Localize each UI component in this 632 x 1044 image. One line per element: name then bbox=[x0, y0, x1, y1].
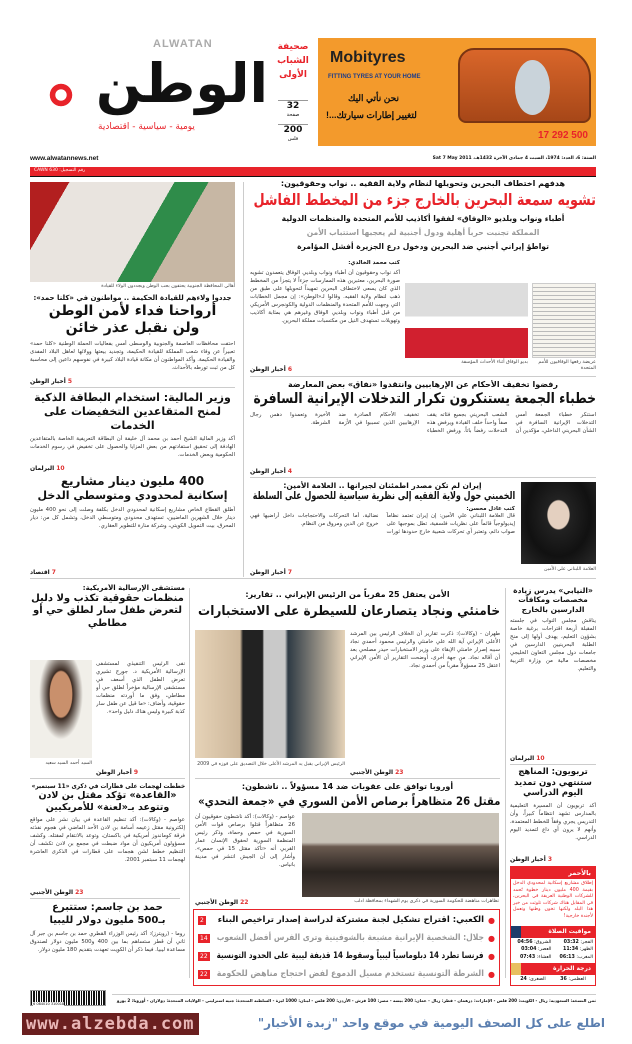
housing-ref[interactable] bbox=[30, 569, 235, 576]
khamenei-ref[interactable] bbox=[350, 769, 500, 776]
khamenei-caption: الرئيس الإيراني يقبل يد المرشد الأعلى خلال التصديق على فوزه في 2009 bbox=[197, 762, 345, 767]
bullet-icon: ● bbox=[488, 952, 495, 961]
brief-page: 14 bbox=[200, 935, 208, 942]
price-label: فلس bbox=[287, 136, 299, 142]
photo-syria-protest bbox=[302, 813, 499, 897]
ref-page: 23 bbox=[395, 769, 404, 776]
ref-label: اقتصاد bbox=[30, 569, 50, 576]
bullet-icon: ● bbox=[488, 916, 495, 925]
alzebda-url[interactable]: www.alzebda.com bbox=[22, 1013, 199, 1035]
prayer-sunrise: الشروق: 04:56 bbox=[517, 939, 552, 945]
lead-caption-2: عريضة رفعها الوفاقيون للأمم المتحدة bbox=[538, 360, 596, 371]
slogan: صحيفة الشباب الأولى bbox=[277, 42, 309, 80]
registration: رقم التسجيل: CAWN 630 bbox=[34, 168, 86, 173]
ref-label: الوطن الأجنبي bbox=[30, 889, 74, 896]
hospital-headline[interactable]: منظمات حقوقية تكذب ولا دليل لتعرض طفل سار لطلق حي أو مطاطي bbox=[31, 592, 184, 629]
syria-ref[interactable] bbox=[195, 899, 295, 906]
ref-label: أخبار الوطن bbox=[250, 468, 286, 475]
brief-page: 22 bbox=[200, 953, 208, 960]
loyalty-story bbox=[30, 294, 235, 385]
mobityres-ad[interactable] bbox=[318, 38, 596, 146]
khomeini-body: قال العلامة اللبناني علي الأمين: إن إيران تعتمد نظاماً إيديولوجياً قائماً على نظريات فلسفية، تطل بموجبها على صواب دائم، وتعتبر أي تحركات شعبية خارج حدودها ثورات نضالية، أما التحركات والاحتجاجات داخل أراضيها فهي خروج عن الدين ومروق من النظام. bbox=[250, 513, 515, 536]
friday-ref[interactable] bbox=[250, 468, 596, 475]
hospital-caption: السيد أحمد السيد سعيد bbox=[45, 761, 92, 766]
photo-al-amin bbox=[521, 482, 596, 564]
ad-tyre-graphic bbox=[515, 60, 550, 115]
logo-latin: ALWATAN bbox=[153, 38, 213, 50]
ref-page: 10 bbox=[56, 465, 65, 472]
ad-line1: نحن نأتي اليك bbox=[348, 93, 399, 103]
prayer-dhuhr: الظهر: 11:34 bbox=[562, 947, 593, 952]
loyalty-body: احتفت محافظات العاصمة والجنوبية والوسطى أمس بفعاليات الحملة الوطنية «كلنا حمد» تعبيراً عن وفاء شعب المملكة للقيادة الحكيمة، وتجديد بيعتها وولائها لعاهل البلاد المفدى والقيادة الحكيمة. وأكد المواطنون أن مكانة قيادة البلاد كبيرة في نفوسهم داعين إلى محاسبة كل من ثبت تورطه بالأحداث. bbox=[30, 340, 235, 371]
parliament-body: يناقش مجلس النواب في جلسته المقبلة أربعة اقتراحات برغبة خاصة بشؤون التعليم، يهدف أولها إلى منح الطلبة البحرينيين الدارسين في جامعات دول مجلس التعاون الخليجي مخصصات مالية من وزارة التربية والتعليم. bbox=[510, 618, 596, 673]
logo bbox=[28, 54, 268, 116]
lead-ref[interactable] bbox=[250, 366, 400, 373]
ref-page: 10 bbox=[536, 755, 545, 762]
tarbawi-headline[interactable]: تربويون: المناهج ستنتهي دون تمديد اليوم الدراسي bbox=[514, 767, 592, 799]
bullet-icon: ● bbox=[488, 934, 495, 943]
tarbawi-body: أكد تربويون أن المسيرة التعليمية بالمدارس تشهد انتظاماً كبيراً، وأن التدريس يجري وفقاً للخطط المعتمدة، وأنهم لا يرون أي داع لتمديد اليوم الدراسي. bbox=[510, 802, 596, 841]
red-box bbox=[510, 866, 596, 986]
loyalty-headline-2[interactable]: ولن نقبل عذر خائن bbox=[65, 320, 200, 337]
khomeini-byline: كتب عادل محسن: bbox=[466, 505, 515, 512]
ref-label: الوطن الأجنبي bbox=[195, 899, 239, 906]
prayer-isha: العشاء: 07:43 bbox=[519, 954, 552, 960]
qaeda-body: عواصم - (وكالات): أكد تنظيم القاعدة في بيان نشر على مواقع إلكترونية مقتل زعيمه أسامة بن لادن الأحد الماضي في هجوم نفذته فرقة كوماندوز أمريكية في باكستان، وتوعد بالانتقام لمقتله. وكشف مسؤولون أمريكيون أن مواد ضبطت في مجمع بن لادن تكشف أن التنظيم خطط لشن هجمات على قطارات في الذكرى العاشرة لهجمات 11 سبتمبر 2001. bbox=[30, 816, 185, 863]
photo-boy bbox=[30, 660, 92, 758]
ref-label: البرلمان bbox=[30, 465, 55, 472]
hospital-text bbox=[96, 660, 185, 776]
syria-body: عواصم - (وكالات): أكد ناشطون حقوقيون أن 26 متظاهراً قتلوا برصاص قوات الأمن السورية في حمص وحماة، وذكر رئيس المنظمة السورية لحقوق الإنسان عمار القربي أنه «تأكد مقتل 15 في حمص». وأشار إلى أن الجيش انتشر في مدينة بانياس. bbox=[195, 814, 295, 868]
bullet-icon: ● bbox=[488, 970, 495, 979]
ref-label: أخبار الوطن bbox=[250, 569, 286, 576]
brief-text: جلال: الشخصية الإيرانية مشبعة بالشوفينية وترى الفرس أفضل الشعوب bbox=[216, 933, 485, 944]
ref-page: 4 bbox=[287, 468, 293, 475]
prayer-fajr: الفجر: 03:32 bbox=[563, 939, 593, 945]
hamad-headline-2[interactable]: بـ500 مليون دولار لليبيا bbox=[49, 914, 166, 926]
divider bbox=[189, 588, 190, 978]
prayer-asr: العصر: 03:04 bbox=[521, 947, 552, 952]
lead-sub-2: المملكة تجنبت حرباً أهلية ودول أجنبية لم يعجبها استتباب الأمن bbox=[306, 228, 540, 237]
alzebda-tagline: اطلع على كل الصحف اليومية في موقع واحد "زبدة الأخبار" bbox=[257, 1016, 605, 1030]
barcode-number: 6 084010 310018 bbox=[33, 1001, 65, 1006]
tagline: يومية - سياسية - اقتصادية bbox=[98, 122, 195, 132]
ref-page: 23 bbox=[75, 889, 84, 896]
hospital-header bbox=[30, 584, 185, 658]
red-box-title: بالأحمر bbox=[511, 867, 595, 879]
divider bbox=[505, 588, 506, 978]
divider bbox=[250, 376, 596, 377]
friday-story bbox=[250, 380, 596, 475]
pages: 32 bbox=[286, 101, 300, 111]
tarbawi-ref[interactable] bbox=[510, 856, 596, 863]
dateline: السنة: 6، العدد: 1974، السبت 4 جمادى الآخرة 1432هـ، Sat 7 May 2011 bbox=[432, 156, 596, 161]
hospital-body: نفى الرئيس التنفيذي لمستشفى الإرسالية الأمريكية د. جورج تشيري تعرض الطفل الذي أسعف في مستشفى الإرسالية مؤخراً لطلق حي أو مطاطي، وفق ما أوردته منظمات حقوقية، وأضاف: «ما قيل عن طفل سار كذبة كبيرة وليس هناك دليل واحد». bbox=[96, 661, 185, 715]
loyalty-kicker: جددوا ولاءهم للقيادة الحكيمة .. مواطنون في «كلنا حمد»: bbox=[33, 294, 232, 302]
ref-label: أخبار الوطن bbox=[96, 769, 132, 776]
divider bbox=[250, 477, 596, 478]
divider bbox=[510, 764, 596, 765]
finance-story bbox=[30, 391, 235, 472]
lead-kicker: هدفهم اختطاف البحرين وتحويلها لنظام ولاية الفقيه .. نواب وحقوقيون: bbox=[280, 179, 566, 188]
loyalty-ref[interactable] bbox=[30, 378, 235, 385]
divider bbox=[30, 578, 596, 579]
parliament-headline[interactable]: «النيابي» يدرس زيادة مخصصات ومكافآت الدارسين بالخارج bbox=[513, 586, 593, 614]
brief-page: 22 bbox=[200, 971, 208, 978]
ref-label: أخبار الوطن bbox=[250, 366, 286, 373]
price-value: 200 bbox=[283, 125, 303, 135]
lead-caption-1: بديو الوفاق أثناء الأحداث المؤسفة bbox=[461, 360, 528, 365]
ref-page: 7 bbox=[51, 569, 56, 576]
divider bbox=[30, 387, 235, 388]
ref-label: أخبار الوطن bbox=[30, 378, 66, 385]
prayer-title bbox=[511, 926, 595, 938]
price bbox=[278, 124, 308, 143]
divider bbox=[195, 778, 500, 779]
brief-text: الشرطة التونسية تستخدم مسيل الدموع لفض احتجاج مناهض للحكومة bbox=[216, 969, 485, 980]
brief-text: فرنسا تطرد 14 دبلوماسياً ليبياً وسقوط 14 قذيفة ليبية على الحدود التونسية bbox=[217, 951, 485, 962]
price-list: ثمن النسخة: السعودية: ريال - الكويت: 200 فلس - الإمارات: درهمان - قطر: ريال - عمان: 200 بيسة - مصر: 100 قرش - الأردن: 200 فلس - لبنان: 1000 ليرة - السلطنة المتحدة: جنيه استرليني - الولايات المتحدة: دولاران - أوروبا: 2 يورو bbox=[112, 994, 596, 1004]
weather-title bbox=[511, 963, 595, 975]
ref-page: 7 bbox=[287, 569, 293, 576]
ref-label: البرلمان bbox=[510, 755, 535, 762]
parliament-ref[interactable] bbox=[510, 755, 596, 762]
ref-page: 5 bbox=[67, 378, 73, 385]
khomeini-headline[interactable]: الخميني حول ولاية الفقيه إلى نظرية سياسية للحصول على السلطة bbox=[252, 490, 515, 503]
housing-headline-2[interactable]: إسكانية لمحدودي ومتوسطي الدخل bbox=[37, 489, 228, 502]
brief-item[interactable] bbox=[198, 930, 495, 947]
photo-khamenei-ahmadinejad bbox=[195, 630, 345, 758]
syria-headline[interactable]: مقتل 26 متظاهراً برصاص الأمن السوري في «جمعة التحدي» bbox=[197, 794, 500, 808]
briefs-box bbox=[193, 909, 500, 986]
syria-kicker: أوروبا توافق على عقوبات ضد 14 مسؤولاً .. ناشطون: bbox=[241, 782, 454, 791]
hamad-headline-1[interactable]: حمد بن جاسم: ستتبرع bbox=[52, 902, 163, 913]
brief-item[interactable] bbox=[198, 912, 495, 929]
loyalty-headline-1[interactable]: أرواحنا فداء لأمن الوطن bbox=[48, 302, 217, 319]
ref-label: أخبار الوطن bbox=[510, 856, 546, 863]
housing-headline-1[interactable]: 400 مليون دينار مشاريع bbox=[60, 474, 205, 488]
housing-body: أطلق القطاع الخاص مشاريع إسكانية لمحدودي الدخل بكلفة وصلت إلى نحو 400 مليون دينار خلال الشهرين الماضيين، تستهدف محدودي ومتوسطي الدخل، وتشمل كل من: ديار المحرق، بيت التمويل الكويتي، وشركة منارة للتطوير العقاري. bbox=[30, 506, 235, 529]
prayer-maghrib: المغرب: 06:13 bbox=[559, 954, 593, 960]
red-box-text: إطلاق مشاريع إسكانية لمحدودي الدخل بقيمة 400 مليون دينار خطوة تُحمد للشركات الوطنية العريقة في البحرين، في المقابل هناك شركات تلوثت من خير هذا البلد ولكنها تخون وطنها وتعمل لأجندة خارجية! bbox=[513, 881, 593, 919]
ref-page: 9 bbox=[133, 769, 139, 776]
hospital-ref[interactable] bbox=[96, 769, 185, 776]
khomeini-story bbox=[250, 481, 515, 576]
ref-label: الوطن الأجنبي bbox=[350, 769, 394, 776]
qaeda-kicker: خططت لهجمات على قطارات في ذكرى «11 سبتمبر» bbox=[31, 782, 185, 790]
temp-max: العظمى: 36 bbox=[560, 976, 586, 982]
brief-text: الكعبي: اقتراح تشكيل لجنة مشتركة لدراسة إصدار تراخيص البناء bbox=[217, 915, 485, 926]
page-count bbox=[278, 100, 308, 119]
friday-body: استنكر خطباء الجمعة أمس التدخلات الإيرانية السافرة في الشأن البحريني الداخلي، مؤكدين أن الشعب البحريني بجميع فئاته يقف صفاً واحداً خلف القيادة ويرفض هذه التدخلات رفضاً باتاً. ورفض الخطباء تخفيف الأحكام الصادرة ضد الإرهابيين الذين تسببوا في الأزمة الأخيرة وتعمدوا دهس رجال الشرطة. bbox=[250, 412, 596, 435]
brief-page: 2 bbox=[200, 917, 204, 924]
friday-headline[interactable]: خطباء الجمعة يستنكرون تكرار التدخلات الإيرانية السافرة bbox=[253, 391, 596, 407]
hamad-body: روما - (رويترز): أكد رئيس الوزراء القطري حمد بن جاسم بن جبر آل ثاني أن قطر ستساهم بما بين 400 و500 مليون دولار لصندوق مساعدة ليبيا. فيما ذكر أن الكويت تعهدت بتقديم 180 مليون دولار. bbox=[30, 931, 185, 953]
lead-sub-3: تواطؤ إيراني أجنبي ضد البحرين ودخول درع الجزيرة أفشل المؤامرة bbox=[297, 242, 549, 251]
red-bar bbox=[30, 167, 596, 177]
photo-caption: أهالي المحافظة الجنوبية يحتفون بحب الوطن ويجددون الولاء للقيادة bbox=[101, 284, 235, 289]
syria-caption: تظاهرات مناهضة للحكومة السورية في ذكرى يوم الشهداء بمحافظة ادلب bbox=[354, 899, 499, 904]
khomeini-ref[interactable] bbox=[250, 569, 515, 576]
lead-text bbox=[250, 260, 400, 373]
logo-arabic: الوطن bbox=[95, 52, 268, 115]
prayer-title-text: مواقيت الصلاة bbox=[548, 928, 591, 935]
finance-body: أكد وزير المالية الشيخ أحمد بن محمد آل خليفة أن البطاقة التعريفية الخاصة بالمتقاعدين الهادفة إلى تحقيق استفادتهم من بعض المزايا والحصول على تخفيض في رسوم الخدمات الحكومية وبعض الخدمات. bbox=[30, 436, 235, 459]
finance-headline[interactable]: وزير المالية: استخدام البطاقة الذكية لمنح المتقاعدين التخفيضات على الخدمات bbox=[34, 391, 231, 432]
lead-body: أكد نواب وحقوقيون أن أطباء ونواب وبلديي الوفاق يتعمدون تشويه صورة البحرين، معتبرين هذه الممارسات جزءاً لا يتجزأ من المخطط الذي كان يسعى لاختطاف البحرين تمهيداً لتحويلها على طبق من ذهب لنظام ولاية الفقيه. وقالوا لـ«الوطن»: إن مجمل الخطابات التي وجهت للأمم المتحدة والمنظمات الدولية والكونجرس الأمريكي من قبل أطباء ونواب وبلديي الوفاق وغيرهم هي بمثابة أكاذيب وتهويلات تستهدف النيل من مكتسبات مملكة البحرين. bbox=[250, 269, 400, 324]
brief-item[interactable] bbox=[198, 948, 495, 965]
ad-van bbox=[458, 48, 591, 123]
weather-title-text: درجة الحرارة bbox=[552, 965, 591, 972]
masthead bbox=[28, 38, 268, 138]
qaeda-ref[interactable] bbox=[30, 889, 185, 896]
khomeini-kicker: إيران لم تكن مصدر اطمئنان لجيرانها .. العلامة الأمين: bbox=[283, 481, 482, 490]
qaeda-headline[interactable]: «القاعدة» تؤكد مقتل بن لادن وتتوعد بـ«لعنة» للأمريكيين bbox=[38, 790, 177, 813]
photo-petition bbox=[532, 283, 596, 358]
ref-page: 6 bbox=[287, 366, 293, 373]
friday-kicker: رفضوا تخفيف الأحكام عن الإرهابيين وانتقدوا «نفاق» بعض المعارضة bbox=[288, 380, 558, 389]
ref-page: 3 bbox=[547, 856, 553, 863]
lead-headline[interactable]: تشويه سمعة البحرين بالخارج جزء من المخطط الفاشل bbox=[253, 190, 596, 209]
khomeini-caption: العلامة اللبناني علي الأمين bbox=[544, 567, 596, 572]
khamenei-headline[interactable]: خامنئي ونجاد يتصارعان للسيطرة على الاستخبارات bbox=[197, 604, 500, 619]
prayer-times bbox=[511, 938, 595, 964]
temp-min: الصغرى: 24 bbox=[520, 976, 546, 982]
khamenei-text bbox=[350, 630, 500, 776]
photo-protest-flag bbox=[405, 283, 528, 358]
ref-page: 22 bbox=[240, 899, 249, 906]
khamenei-kicker: الأمن يعتقل 25 مقرباً من الرئيس الإيراني .. تقارير: bbox=[245, 590, 450, 599]
logo-emblem bbox=[48, 82, 74, 108]
column-divider bbox=[243, 182, 244, 577]
hospital-kicker: مستشفى الإرسالية الأمريكية: bbox=[82, 584, 185, 592]
housing-story bbox=[30, 474, 235, 576]
ad-brand: Mobityres bbox=[330, 49, 406, 66]
divider bbox=[30, 778, 185, 779]
divider bbox=[30, 898, 180, 899]
barcode bbox=[30, 990, 106, 1006]
ad-line2: لتغيير إطارات سيارتك...! bbox=[326, 110, 417, 120]
ad-subtitle: FITTING TYRES AT YOUR HOME bbox=[328, 74, 421, 80]
lead-byline: كتب محمد الخالدي: bbox=[348, 260, 400, 266]
khamenei-body: طهران - (وكالات): ذكرت تقارير أن الخلاف الرئيس بين المرشد الأعلى الإيراني آية الله علي خامنئي والرئيس محمود أحمدي نجاد سببه إصرار خامنئي الإبقاء على وزير الاستخبارات حيدر مصلحي بعد أن أقاله نجاد. من جهة أخرى، أوضحت التقارير أن الأمن الإيراني اعتقل 25 مسؤولاً مقرباً من أحمدي نجاد. bbox=[350, 631, 500, 669]
weather bbox=[511, 975, 595, 986]
pages-label: صفحة bbox=[286, 112, 300, 118]
parliament-story bbox=[510, 586, 596, 762]
hamad-story bbox=[30, 902, 185, 986]
lead-sub-1: أطباء ونواب وبلديو «الوفاق» لفقوا أكاذيب للأمم المتحدة والمنظمات الدولية bbox=[281, 214, 565, 223]
website[interactable]: www.alwatannews.net bbox=[30, 155, 99, 162]
syria-text bbox=[195, 813, 295, 906]
tarbawi-story bbox=[510, 767, 596, 863]
brief-item[interactable] bbox=[198, 966, 495, 983]
finance-ref[interactable] bbox=[30, 465, 235, 472]
ad-phone: 17 292 500 bbox=[537, 130, 588, 141]
